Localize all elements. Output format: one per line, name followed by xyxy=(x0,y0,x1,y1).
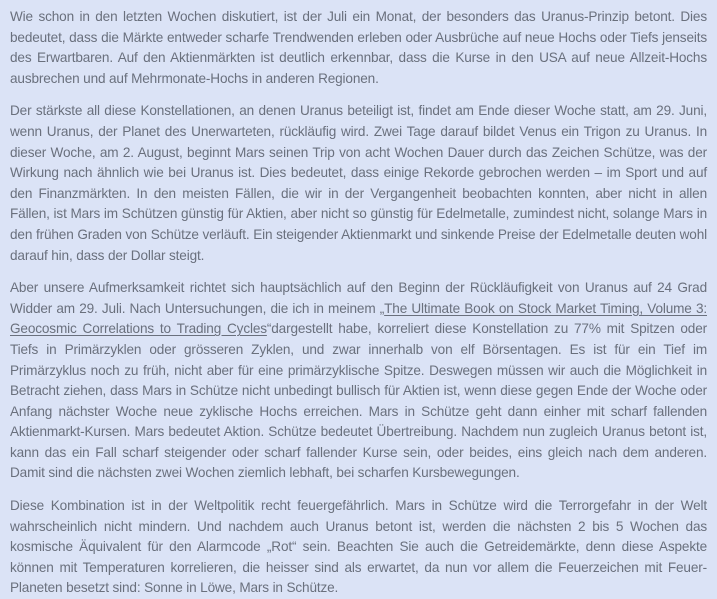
paragraph-retrograde-post: “dargestellt habe, korreliert diese Konstellation zu 77% mit Spitzen oder Tiefs in Primärzyklen oder grösseren Zyklen, und zwar innerhalb von elf Börsentagen. Es ist für ein Tief im Primärzyklus noch zu früh, nicht aber für eine primärzyklische Spitze. Deswegen müssen wir auch die Möglichkeit in Betracht ziehen, dass Mars in Schütze nicht unbedingt bullisch für Aktien ist, wenn diese gegen Ende der Woche oder Anfang nächster Woche neue zyklische Hochs erreichen. Mars in Schütze geht dann einher mit scharf fallenden Aktienmarkt-Kursen. Mars bedeutet Aktion. Schütze bedeutet Übertreibung. Nachdem nun zugleich Uranus betont ist, kann das ein Fall scharf steigender oder scharf fallender Kurse sein, oder beides, eins gleich nach dem anderen. Damit sind die nächsten zwei Wochen ziemlich lebhaft, bei scharfen Kursbewegungen. xyxy=(10,321,707,481)
paragraph-retrograde xyxy=(10,278,707,484)
paragraph-retrograde-pre: Aber unsere Aufmerksamkeit richtet sich hauptsächlich auf den Beginn der Rückläufigkeit von Uranus auf 24 Grad Widder am 29. Juli. Nach Untersuchungen, die ich in meinem „ xyxy=(10,280,707,316)
book-title-link[interactable]: The Ultimate Book on Stock Market Timing, Volume 3: Geocosmic Correlations to Trading Cycles xyxy=(10,300,707,337)
paragraph-uranus-july: Wie schon in den letzten Wochen diskutiert, ist der Juli ein Monat, der besonders das Uranus-Prinzip betont. Dies bedeutet, dass die Märkte entweder scharfe Trendwenden erleben oder Ausbrüche auf neue Hochs oder Tiefs jenseits des Erwartbaren. Auf den Aktienmärkten ist deutlich erkennbar, dass die Kurse in den USA auf neue Allzeit-Hochs ausbrechen und auf Mehrmonate-Hochs in anderen Regionen. xyxy=(10,9,707,86)
paragraph-world-politics: Diese Kombination ist in der Weltpolitik recht feuergefährlich. Mars in Schütze wird die Terrorgefahr in der Welt wahrscheinlich nicht mindern. Und nachdem auch Uranus betont ist, werden die nächsten 2 bis 5 Wochen das kosmische Äquivalent für den Alarmcode „Rot“ sein. Beachten Sie auch die Getreidemärkte, denn diese Aspekte können mit Temperaturen korrelieren, die heisser sind als erwartet, da nun vor allem die Feuerzeichen mit Feuer-Planeten besetzt sind: Sonne in Löwe, Mars in Schütze. xyxy=(10,498,707,596)
paragraph-constellations: Der stärkste all diese Konstellationen, an denen Uranus beteiligt ist, findet am Ende dieser Woche statt, am 29. Juni, wenn Uranus, der Planet des Unerwarteten, rückläufig wird. Zwei Tage darauf bildet Venus ein Trigon zu Uranus. In dieser Woche, am 2. August, beginnt Mars seinen Trip von acht Wochen Dauer durch das Zeichen Schütze, was der Wirkung nach ähnlich wie bei Uranus ist. Dies bedeutet, dass einige Rekorde gebrochen werden – im Sport und auf den Finanzmärkten. In den meisten Fällen, die wir in der Vergangenheit beobachten konnten, aber nicht in allen Fällen, ist Mars im Schützen günstig für Aktien, aber nicht so günstig für Edelmetalle, zumindest nicht, solange Mars in den frühen Graden von Schütze verläuft. Ein steigender Aktienmarkt und sinkende Preise der Edelmetalle deuten wohl darauf hin, dass der Dollar steigt. xyxy=(10,103,707,263)
